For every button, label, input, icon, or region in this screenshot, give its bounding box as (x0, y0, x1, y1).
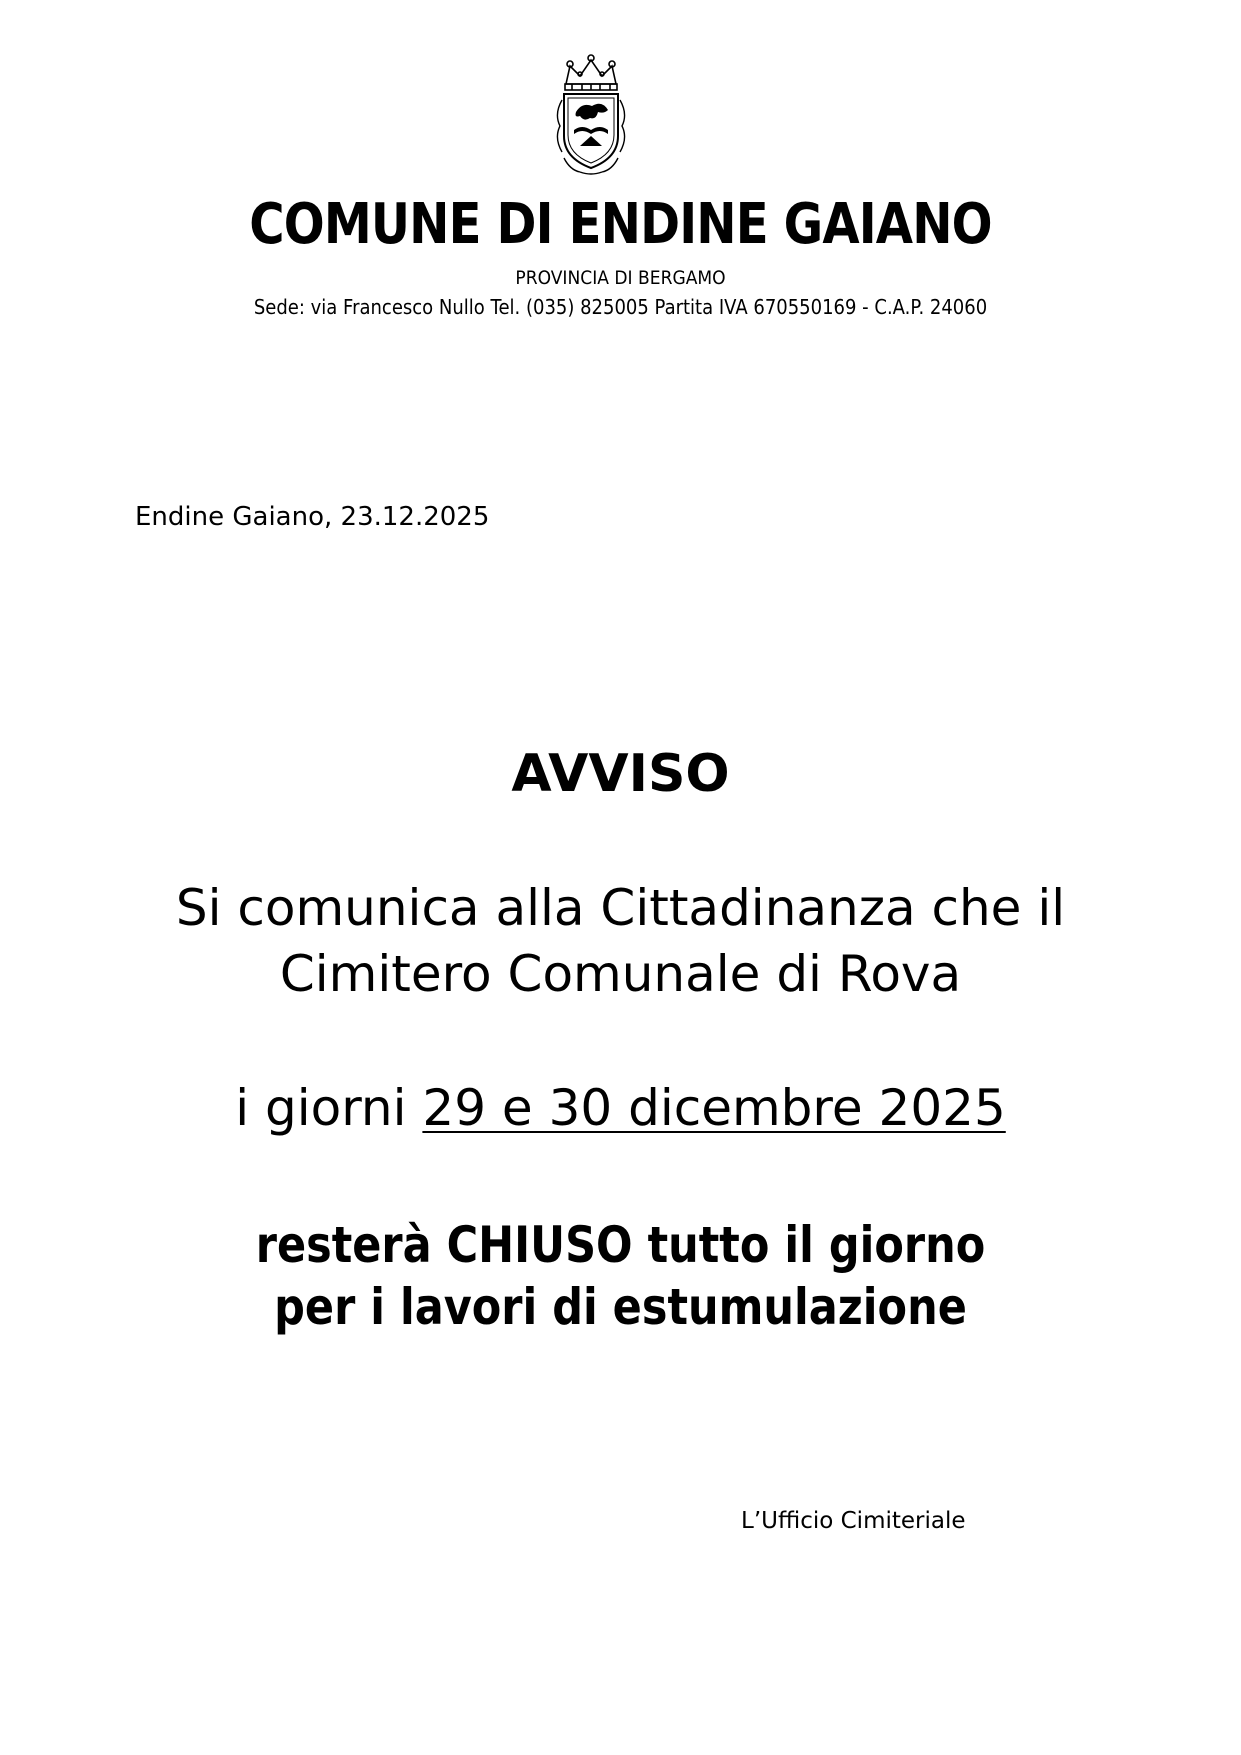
province-line: PROVINCIA DI BERGAMO (515, 267, 726, 289)
municipality-name: COMUNE DI ENDINE GAIANO (249, 192, 992, 257)
signature: L’Ufficio Cimiteriale (741, 1508, 966, 1534)
place-date: Endine Gaiano, 23.12.2025 (135, 502, 490, 532)
closure-dates: 29 e 30 dicembre 2025 (422, 1079, 1006, 1137)
dates-prefix: i giorni (235, 1079, 423, 1137)
municipal-crest-icon (550, 54, 632, 176)
closure-line-2: per i lavori di estumulazione (274, 1278, 967, 1336)
notice-dates-line (0, 1076, 1241, 1140)
notice-line-2: Cimitero Comunale di Rova (279, 945, 962, 1003)
notice-line-1: Si comunica alla Cittadinanza che il (175, 879, 1066, 937)
closure-line-1: resterà CHIUSO tutto il giorno (255, 1216, 986, 1274)
address-line: Sede: via Francesco Nullo Tel. (035) 825005 Partita IVA 670550169 - C.A.P. 24060 (253, 295, 988, 319)
notice-title: AVVISO (511, 744, 730, 804)
